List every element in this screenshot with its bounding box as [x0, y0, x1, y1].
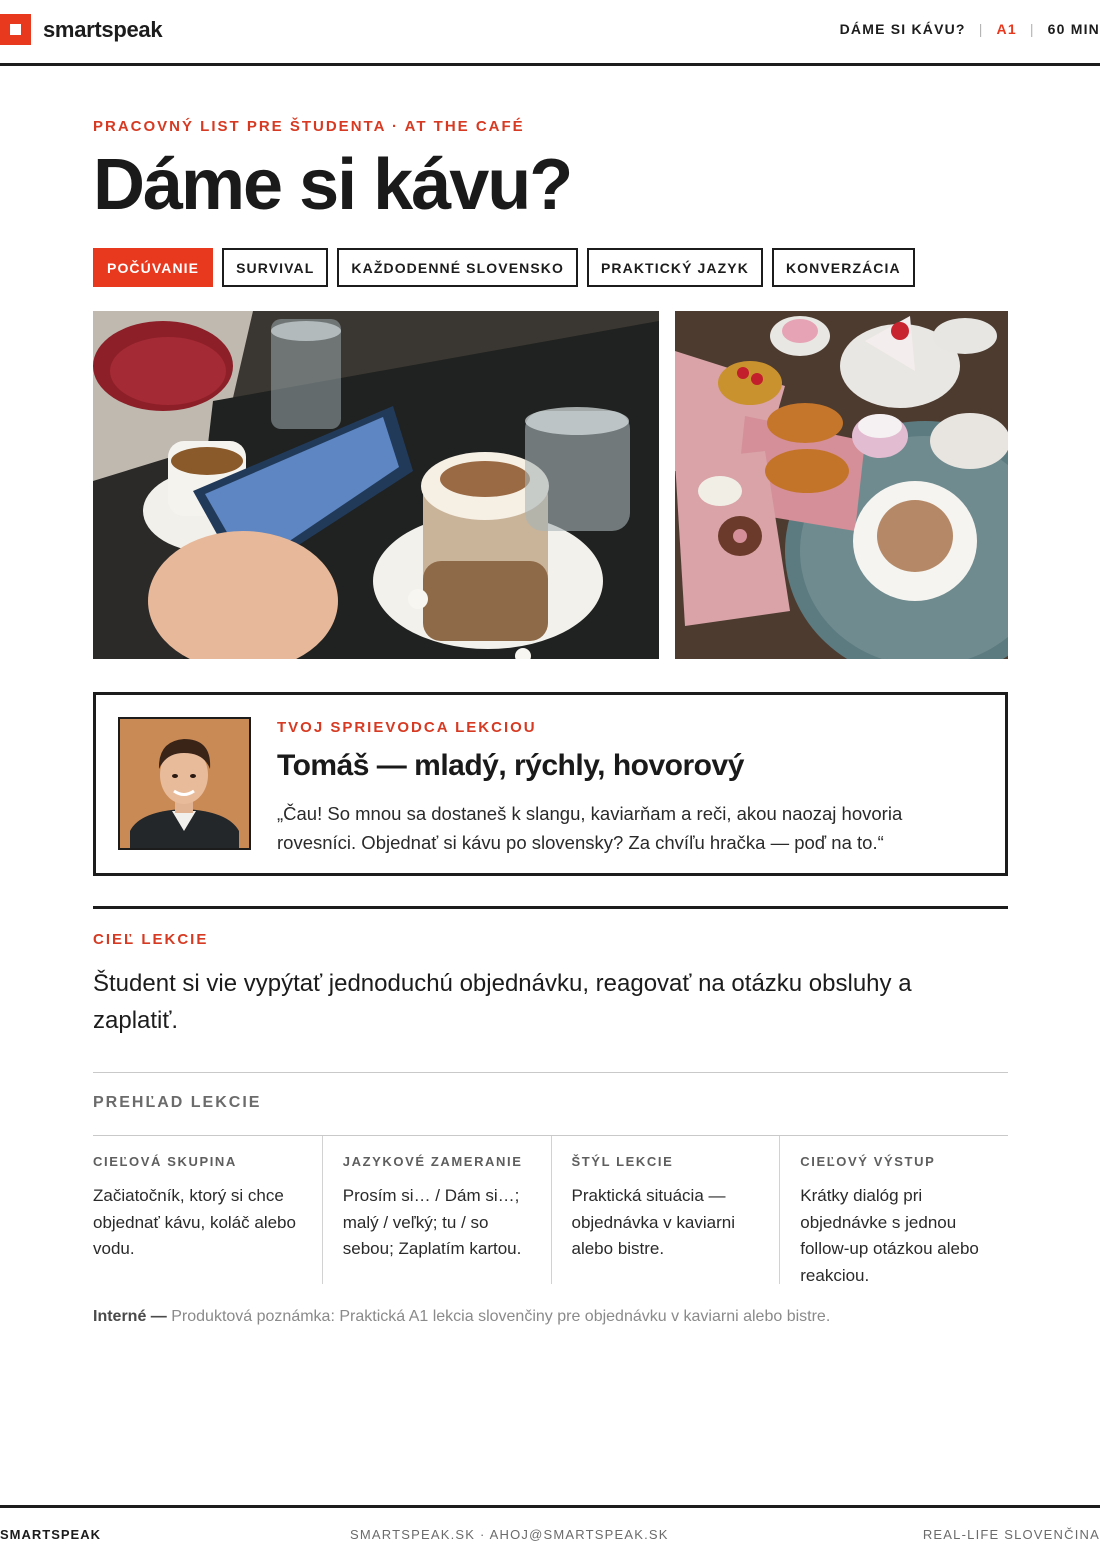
goal-kicker: CIEĽ LEKCIE: [93, 931, 209, 948]
column-text: Praktická situácia — objednávka v kaviarni alebo bistre.: [571, 1186, 735, 1258]
footer-brand: SMARTSPEAK: [0, 1527, 102, 1542]
note-label: Interné —: [93, 1308, 167, 1325]
meta-separator: |: [978, 21, 984, 37]
overview-column-target-output: [779, 1136, 1008, 1284]
section-divider: [93, 906, 1008, 909]
logo-square-icon: [0, 14, 31, 45]
footer-contact-link[interactable]: SMARTSPEAK.SK · AHOJ@SMARTSPEAK.SK: [350, 1527, 669, 1542]
column-label: JAZYKOVÉ ZAMERANIE: [342, 1154, 523, 1169]
lesson-meta: [840, 21, 1100, 37]
tag-conversation[interactable]: KONVERZÁCIA: [772, 248, 915, 287]
note-text: Produktová poznámka: Praktická A1 lekcia slovenčiny pre objednávku v kaviarni alebo bistre.: [171, 1308, 831, 1325]
page-title: Dáme si kávu?: [93, 145, 572, 225]
tag-listening[interactable]: POČÚVANIE: [93, 248, 213, 287]
footer: [0, 1505, 1100, 1557]
worksheet-kicker: PRACOVNÝ LIST PRE ŠTUDENTA · AT THE CAFÉ: [93, 118, 525, 135]
photo-strip: [93, 311, 1008, 659]
column-text: Krátky dialóg pri objednávke s jednou follow-up otázkou alebo reakciou.: [800, 1186, 979, 1285]
brand-logo[interactable]: [0, 14, 162, 45]
internal-note: [93, 1308, 830, 1326]
column-text: Začiatočník, ktorý si chce objednať kávu, koláč alebo vodu.: [93, 1186, 296, 1258]
skill-tags: [93, 248, 924, 287]
tag-survival[interactable]: SURVIVAL: [222, 248, 328, 287]
tag-practical-language[interactable]: PRAKTICKÝ JAZYK: [587, 248, 763, 287]
guide-name: Tomáš — mladý, rýchly, hovorový: [277, 749, 744, 782]
overview-title: PREHĽAD LEKCIE: [93, 1094, 262, 1111]
overview-column-language-focus: [322, 1136, 551, 1284]
column-label: ŠTÝL LEKCIE: [571, 1154, 674, 1169]
guide-card: [93, 692, 1008, 876]
meta-level: A1: [996, 21, 1017, 37]
tag-everyday-slovakia[interactable]: KAŽDODENNÉ SLOVENSKO: [337, 248, 578, 287]
overview-column-lesson-style: [551, 1136, 780, 1284]
overview-columns: [93, 1136, 1008, 1284]
column-label: CIEĽOVÁ SKUPINA: [93, 1154, 237, 1169]
pastries-photo: [675, 311, 1008, 659]
column-label: CIEĽOVÝ VÝSTUP: [800, 1154, 936, 1169]
meta-separator: |: [1029, 21, 1035, 37]
meta-duration: 60 MIN: [1047, 21, 1100, 37]
footer-tagline: REAL-LIFE SLOVENČINA: [922, 1527, 1100, 1542]
guide-quote: „Čau! So mnou sa dostaneš k slangu, kaviarňam a reči, akou naozaj hovoria rovesníci. Objednať si kávu po slovensky? Za chvíľu hračka — poď na to.“: [277, 803, 903, 853]
overview-divider: [93, 1072, 1008, 1073]
guide-kicker: TVOJ SPRIEVODCA LEKCIOU: [277, 719, 537, 736]
overview-column-target-group: [93, 1136, 322, 1284]
column-text: Prosím si… / Dám si…; malý / veľký; tu / so sebou; Zaplatím kartou.: [342, 1186, 522, 1258]
cafe-table-photo: [93, 311, 659, 659]
brand-name: smartspeak: [43, 16, 163, 42]
avatar: [118, 717, 251, 850]
meta-lesson: DÁME SI KÁVU?: [839, 21, 966, 37]
goal-text: Študent si vie vypýtať jednoduchú objednávku, reagovať na otázku obsluhy a zaplatiť.: [93, 970, 912, 1034]
top-bar: [0, 0, 1100, 66]
